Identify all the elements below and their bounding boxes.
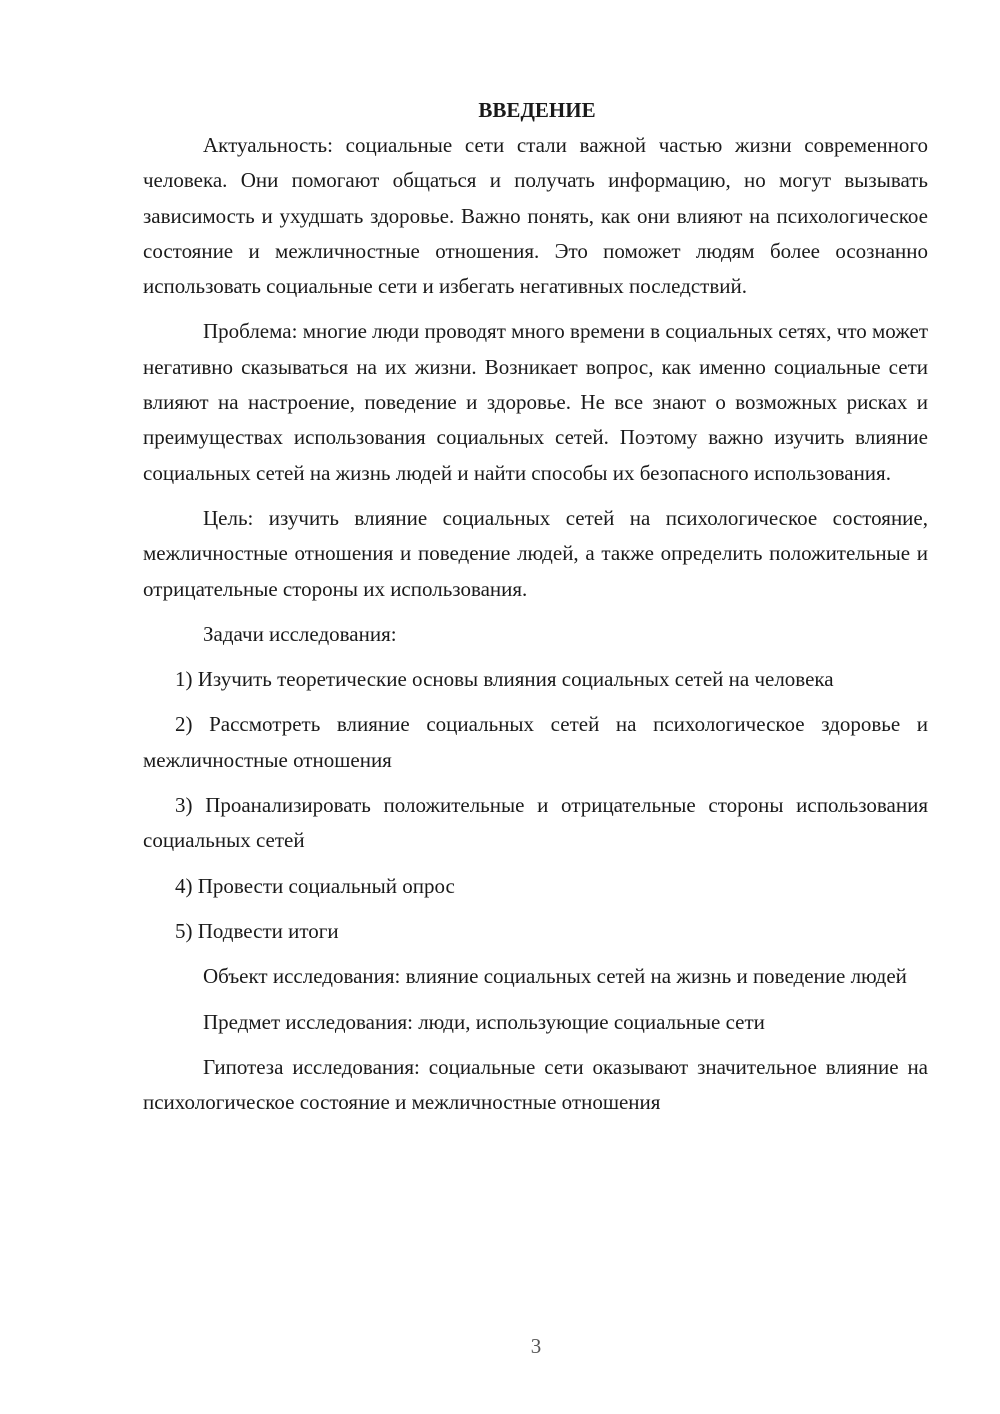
list-item: 1) Изучить теоретические основы влияния социальных сетей на человека <box>175 667 834 692</box>
list-item: 3) Проанализировать положительные и отрицательные стороны использования социальных сетей <box>143 793 928 853</box>
document-page <box>143 96 928 1120</box>
page-number: 3 <box>530 1334 542 1358</box>
list-item: 4) Провести социальный опрос <box>175 873 455 898</box>
tasks-title: Задачи исследования: <box>203 621 397 646</box>
paragraph-hypothesis: Гипотеза исследования: социальные сети оказывают значительное влияние на психологическое состояние и межличностные отношения <box>143 1054 928 1115</box>
paragraph-goal: Цель: изучить влияние социальных сетей на психологическое состояние, межличностные отношения и поведение людей, а также определить положительные и отрицательные стороны их использования. <box>143 505 928 601</box>
page-title: ВВЕДЕНИЕ <box>478 98 596 122</box>
paragraph-object: Объект исследования: влияние социальных сетей на жизнь и поведение людей <box>203 964 907 989</box>
list-item: 2) Рассмотреть влияние социальных сетей на психологическое здоровье и межличностные отношения <box>143 712 928 772</box>
tasks-list <box>143 662 928 949</box>
paragraph-subject: Предмет исследования: люди, использующие социальные сети <box>203 1009 765 1034</box>
paragraph-relevance: Актуальность: социальные сети стали важной частью жизни современного человека. Они помогают общаться и получать информацию, но могут вызывать зависимость и ухудшать здоровье. Важно понять, как они влияют на психологическое состояние и межличностные отношения. Это поможет людям более осознанно использовать социальные сети и избегать негативных последствий. <box>143 133 928 299</box>
paragraph-problem: Проблема: многие люди проводят много времени в социальных сетях, что может негативно сказываться на их жизни. Возникает вопрос, как именно социальные сети влияют на настроение, поведение и здоровье. Не все знают о возможных рисках и преимуществах использования социальных сетей. Поэтому важно изучить влияние социальных сетей на жизнь людей и найти способы их безопасного использования. <box>143 319 928 485</box>
list-item: 5) Подвести итоги <box>175 918 339 943</box>
